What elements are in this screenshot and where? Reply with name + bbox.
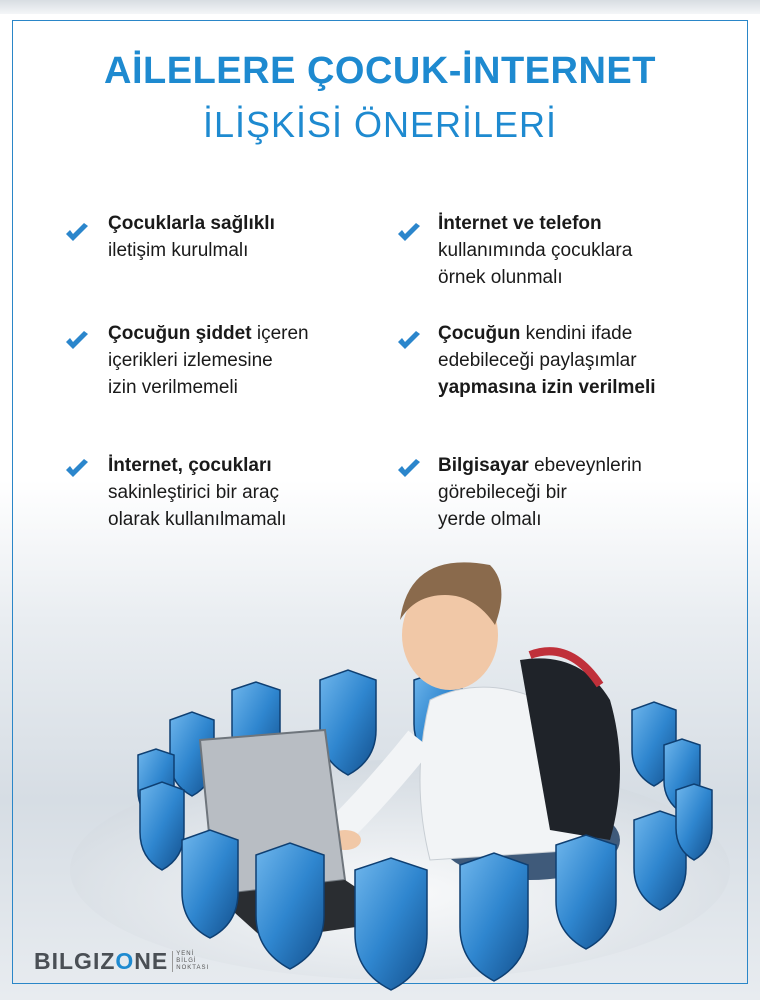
list-item: [108, 452, 408, 533]
item-text: izin verilmemeli: [108, 377, 238, 398]
item-text: içerikleri izlemesine: [108, 350, 273, 371]
check-icon: [396, 330, 422, 352]
item-bold: İnternet, çocukları: [108, 455, 272, 476]
check-icon: [64, 222, 90, 244]
bilgizone-logo: [34, 944, 209, 978]
item-text: kendini ifade: [520, 323, 633, 344]
page-title: AİLELERE ÇOCUK-İNTERNET: [104, 50, 656, 92]
check-icon: [396, 222, 422, 244]
list-item: [438, 452, 738, 533]
logo-wordmark: [34, 948, 168, 975]
logo-tagline-text: NOKTASI: [176, 964, 210, 971]
item-bold: İnternet ve telefon: [438, 213, 602, 234]
list-item: [108, 320, 408, 401]
boy-laptop-shields-illustration: [0, 540, 760, 1000]
list-item: [108, 210, 408, 264]
check-icon: [64, 458, 90, 480]
item-text: yerde olmalı: [438, 509, 542, 530]
item-bold: Çocuğun şiddet: [108, 323, 252, 344]
check-icon: [396, 458, 422, 480]
item-text: iletişim kurulmalı: [108, 240, 249, 261]
logo-tagline-text: YENİ: [176, 950, 195, 957]
item-bold: Çocuklarla sağlıklı: [108, 213, 275, 234]
item-text: içeren: [251, 323, 309, 344]
item-text: ebeveynlerin: [528, 455, 642, 476]
item-text: olarak kullanılmamalı: [108, 509, 287, 530]
top-bar: [0, 0, 760, 14]
check-icon: [64, 330, 90, 352]
item-text: görebileceği bir: [438, 482, 567, 503]
page-subtitle: İLİŞKİSİ ÖNERİLERİ: [202, 104, 558, 145]
logo-text: BILGIZ: [34, 947, 116, 974]
item-bold: Çocuğun: [438, 323, 521, 344]
item-text: edebileceği paylaşımlar: [438, 350, 637, 371]
logo-text: O: [115, 947, 135, 974]
item-bold: Bilgisayar: [438, 455, 529, 476]
item-text: sakinleştirici bir araç: [108, 482, 280, 503]
logo-tagline: [172, 951, 209, 972]
list-item: [438, 320, 748, 401]
list-item: [438, 210, 738, 291]
item-text: örnek olunmalı: [438, 267, 563, 288]
item-bold: yapmasına izin verilmeli: [438, 377, 656, 398]
item-text: kullanımında çocuklara: [438, 240, 633, 261]
logo-tagline-text: BİLGİ: [176, 957, 197, 964]
logo-text: NE: [134, 947, 169, 974]
